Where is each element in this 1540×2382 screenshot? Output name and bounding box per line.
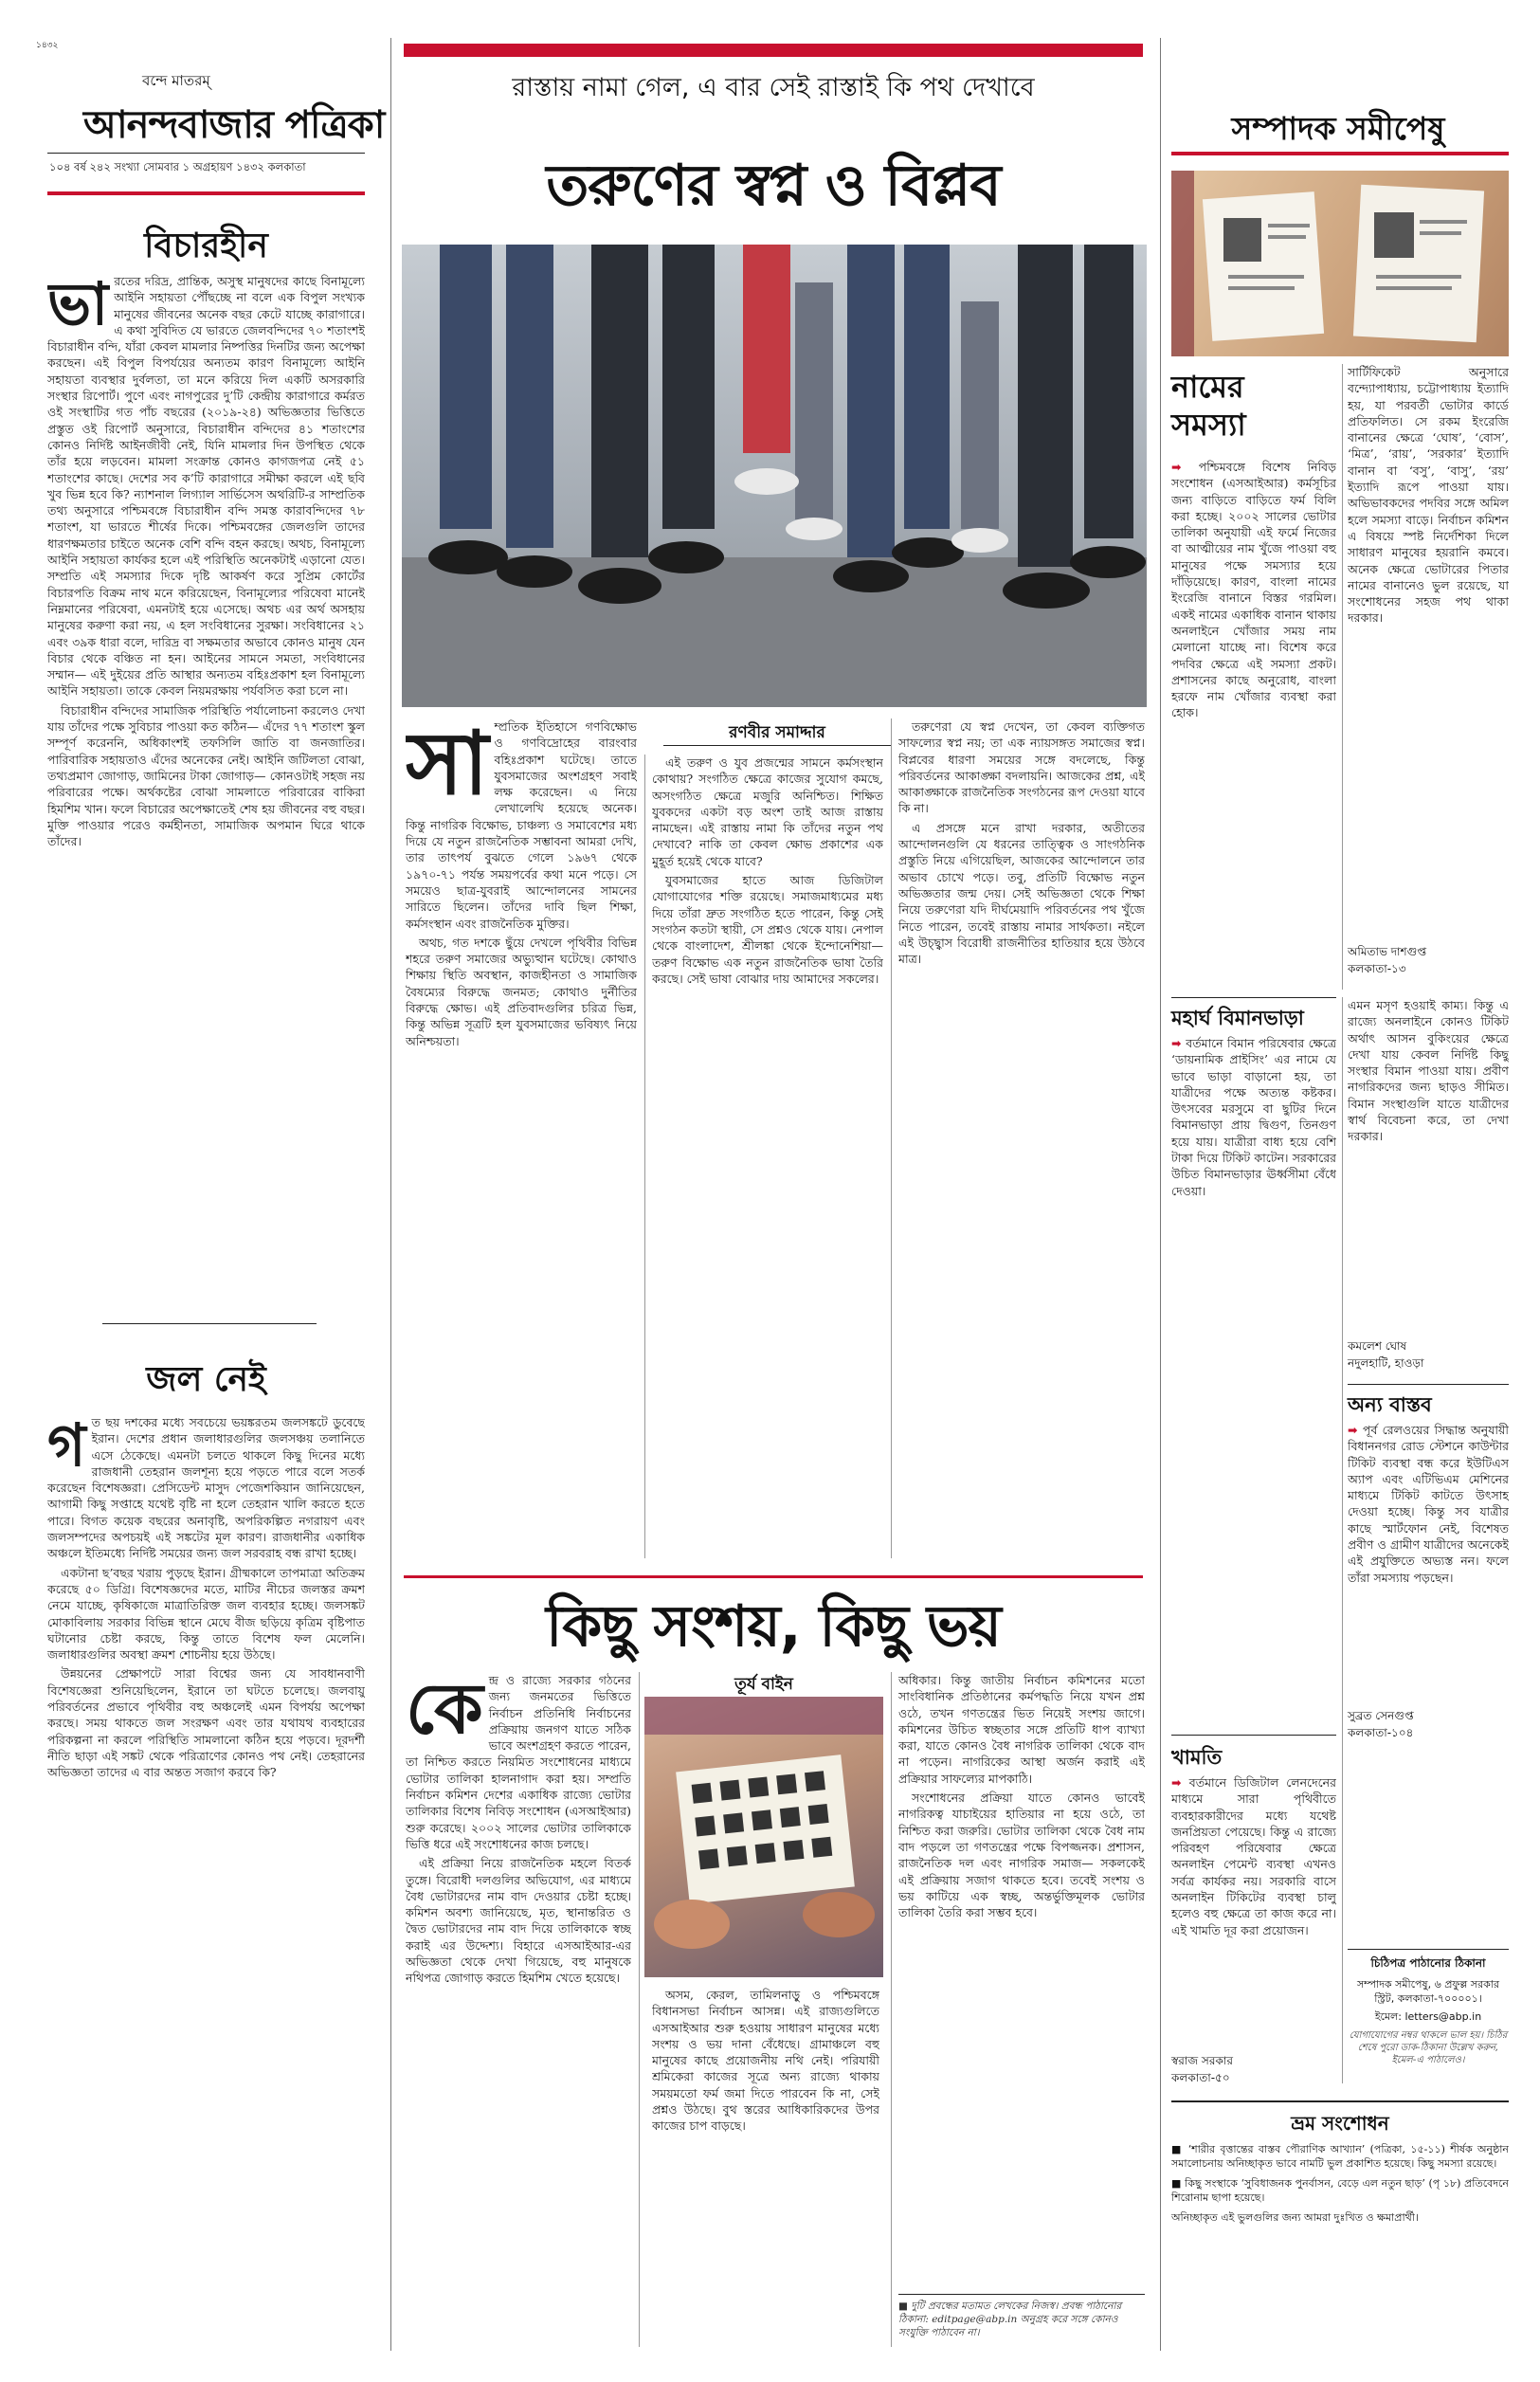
letter-2-para: এমন মসৃণ হওয়াই কাম্য। কিন্তু এ রাজ্যে অনলাইনে কোনও টিকিট অর্থাৎ আসন বুকিংয়ের ক্ষেত্রে দেখা যায় কেবল নির্দিষ্ট কিছু সংস্থার বিমান পাওয়া যায়। প্রবীণ নাগরিকদের জন্য ছাড়ও সীমিত। বিমান সংস্থাগুলি যাতে যাত্রীদের স্বার্থ বিবেচনা করে, তা দেখা দরকার। bbox=[1348, 998, 1509, 1144]
second-body-col-2 bbox=[652, 1987, 879, 2347]
letter-2-title: মহার্ঘ বিমানভাড়া bbox=[1171, 1007, 1304, 1029]
address-title: চিঠিপত্র পাঠানোর ঠিকানা bbox=[1370, 1956, 1486, 1970]
correction-item: অনিচ্ছাকৃত এই ভুলগুলির জন্য আমরা দুঃখিত ও ক্ষমাপ্রার্থী। bbox=[1171, 2211, 1419, 2224]
second-para: এই প্রক্রিয়া নিয়ে রাজনৈতিক মহলে বিতর্ক তুঙ্গে। বিরোধী দলগুলির অভিযোগ, এর মাধ্যমে বৈধ ভোটারদের নাম বাদ দেওয়ার চেষ্টা হচ্ছে। কমিশন অবশ্য জানিয়েছে, মৃত, স্থানান্তরিত ও দ্বৈত ভোটারদের নাম বাদ দিয়ে তালিকাকে স্বচ্ছ করাই এর উদ্দেশ্য। বিহারে এসআইআর-এর অভিজ্ঞতা থেকে দেখা গিয়েছে, বহু মানুষকে নথিপত্র জোগাড় করতে হিমশিম খেতে হয়েছে। bbox=[406, 1856, 631, 1986]
second-headline: কিছু সংশয়, কিছু ভয় bbox=[546, 1593, 1001, 1660]
masthead-slogan: বন্দে মাতরম্‌ bbox=[142, 72, 210, 89]
letter-1-para: সার্টিফিকেট অনুসারে বন্দ্যোপাধ্যায়, চট্টোপাধ্যায় ইত্যাদি হয়, যা পরবর্তী ভোটার কার্ডে প্রতিফলিত। সে রকম ইংরেজি বানানের ক্ষেত্রে ‘ঘোষ’, ‘বোস’, ‘মিত্র’, ‘রায়’, ‘সরকার’ ইত্যাদি বানান বা ‘বসু’, ‘বাসু’, ‘রয়’ ইত্যাদি রূপে পাওয়া যায়। অভিভাবকদের পদবির সঙ্গে অমিল হলে সমস্যা বাড়ে। নির্বাচন কমিশন এ বিষয়ে স্পষ্ট নির্দেশিকা দিলে সাধারণ মানুষের হয়রানি কমবে। অনেক ক্ষেত্রে ভোটারের পিতার নামের বানানেও ভুল রয়েছে, যা সংশোধনের সহজ পথ থাকা দরকার। bbox=[1348, 365, 1509, 626]
letter-4-place: কলকাতা-৫০ bbox=[1171, 2071, 1230, 2084]
letter-2-body-cont bbox=[1348, 997, 1509, 1329]
letter-4-body bbox=[1171, 1774, 1336, 2049]
lead-dropcap: সা bbox=[406, 718, 489, 814]
letter-3-title: অন্য বাস্তব bbox=[1348, 1393, 1432, 1416]
arrow-icon: ➡ bbox=[1171, 1775, 1189, 1790]
letter-3-place: কলকাতা-১০৪ bbox=[1348, 1726, 1414, 1739]
address-email[interactable]: ইমেল: letters@abp.in bbox=[1374, 2010, 1482, 2023]
second-para: অসম, কেরল, তামিলনাড়ু ও পশ্চিমবঙ্গে বিধানসভা নির্বাচন আসন্ন। এই রাজ্যগুলিতে এসআইআর শুরু হওয়ায় সাধারণ মানুষের মধ্যে সংশয় ও ভয় দানা বেঁধেছে। গ্রামাঞ্চলে বহু মানুষের কাছে প্রয়োজনীয় নথি নেই। পরিযায়ী শ্রমিকেরা কাজের সূত্রে অন্য রাজ্যে থাকায় সময়মতো ফর্ম জমা দিতে পারবেন কি না, সেই প্রশ্নও উঠছে। বুথ স্তরের আধিকারিকদের উপর কাজের চাপ বাড়ছে। bbox=[652, 1988, 879, 2134]
letters-address-box bbox=[1348, 1949, 1509, 2091]
arrow-icon: ➡ bbox=[1171, 1036, 1187, 1050]
lead-body-col-1 bbox=[406, 718, 637, 1558]
editorial-1-body bbox=[47, 273, 365, 1297]
letter-3-para: ➡ পূর্ব রেলওয়ের সিদ্ধান্ত অনুযায়ী বিধাননগর রোড স্টেশনে কাউন্টার টিকিট ব্যবস্থা বন্ধ করে ইউটিএস অ্যাপ এবং এটিভিএম মেশিনের মাধ্যমে টিকিট কাটতে উৎসাহ দেওয়া হচ্ছে। কিন্তু সব যাত্রীর কাছে স্মার্টফোন নেই, বিশেষত প্রবীণ ও গ্রামীণ যাত্রীদের অনেকেই এই প্রযুক্তিতে অভ্যস্ত নন। ফলে তাঁরা সমস্যায় পড়ছেন। bbox=[1348, 1423, 1509, 1585]
editorial-2-dropcap: গ bbox=[47, 1414, 86, 1480]
letter-2-sign: কমলেশ ঘোষ bbox=[1348, 1339, 1407, 1353]
second-para: ন্দ্র ও রাজ্যে সরকার গঠনের জন্য জনমতের ভিত্তিতে নির্বাচন প্রতিনিধি নির্বাচনের প্রক্রিয়ায় জনগণ যাতে সঠিক ভাবে অংশগ্রহণ করতে পারেন, তা নিশ্চিত করতে নিয়মিত সংশোধনের মাধ্যমে ভোটার তালিকা হালনাগাদ করা হয়। সম্প্রতি নির্বাচন কমিশন দেশের একাধিক রাজ্যে ভোটার তালিকার বিশেষ নিবিড় সংশোধন (এসআইআর) শুরু করেছে। ২০০২ সালের ভোটার তালিকাকে ভিত্তি ধরে এই সংশোধনের কাজ চলছে। bbox=[406, 1673, 631, 1851]
editorial-1-dropcap: ভা bbox=[47, 273, 109, 338]
letter-1-title: নামের সমস্যা bbox=[1171, 369, 1246, 443]
voter-list-illustration bbox=[644, 1697, 883, 1977]
lead-body-col-2 bbox=[652, 755, 883, 1558]
address-note: যোগাযোগের নম্বর থাকলে ভাল হয়। চিঠির শেষে পুরো ডাক-ঠিকানা উল্লেখ করুন, ইমেল-এ পাঠালেও। bbox=[1349, 2030, 1508, 2065]
letters-section-title: সম্পাদক সমীপেষু bbox=[1231, 110, 1445, 147]
second-para: অধিকার। কিন্তু জাতীয় নির্বাচন কমিশনের মতো সাংবিধানিক প্রতিষ্ঠানের কর্মপদ্ধতি নিয়ে যখন প্রশ্ন ওঠে, তখন গণতন্ত্রের ভিত নিয়েই সংশয় জাগে। কমিশনের উচিত স্বচ্ছতার সঙ্গে প্রতিটি ধাপ ব্যাখ্যা করা, যাতে কোনও বৈধ নাগরিক তালিকা থেকে বাদ না পড়েন। নাগরিকের আস্থা অর্জন করাই এই প্রক্রিয়ার সাফল্যের মাপকাঠি। bbox=[898, 1673, 1145, 1786]
editorial-2-para: একটানা ছ’বছর খরায় পুড়ছে ইরান। গ্রীষ্মকালে তাপমাত্রা অতিক্রম করেছে ৫০ ডিগ্রি। বিশেষজ্ঞদের মতে, মাটির নীচের জলস্তর ক্রমশ নেমে যাচ্ছে, কৃষিকাজে মাত্রাতিরিক্ত জল ব্যবহার হচ্ছে। জলসঙ্কট মোকাবিলায় সরকার বিভিন্ন স্থানে মেঘে বীজ ছড়িয়ে কৃত্রিম বৃষ্টিপাত ঘটানোর চেষ্টা করছে, কিন্তু তাতে বিশেষ ফল মেলেনি। জলাধারগুলির অবস্থা ক্রমশ শোচনীয় হয়ে উঠছে। bbox=[47, 1565, 365, 1663]
letter-1-body bbox=[1171, 459, 1336, 988]
protest-crowd-photo bbox=[402, 245, 1147, 707]
editorial-2-para: উন্নয়নের প্রেক্ষাপটে সারা বিশ্বের জন্য যে সাবধানবাণী বিশেষজ্ঞেরা শুনিয়েছিলেন, ইরানে তা ঘটতে চলেছে। জলবায়ু পরিবর্তনের প্রভাবে পৃথিবীর বহু অঞ্চলেই এমন বিপর্যয় অপেক্ষা করছে। সময় থাকতে জল সংরক্ষণ এবং তার যথাযথ ব্যবহারের পরিকল্পনা না করলে পরিস্থিতি সামলানো কঠিন হয়ে পড়বে। দূরদর্শী নীতি ছাড়া এই সঙ্কট থেকে পরিত্রাণের কোনও পথ নেই। তেহরানের অভিজ্ঞতা তাদের এ বার অন্তত সজাগ করবে কি? bbox=[47, 1666, 365, 1780]
lead-para: তরুণেরা যে স্বপ্ন দেখেন, তা কেবল ব্যক্তিগত সাফল্যের স্বপ্ন নয়; তা এক ন্যায়সঙ্গত সমাজের স্বপ্ন। বিপ্লবের ধারণা সময়ের সঙ্গে বদলেছে, কিন্তু পরিবর্তনের আকাঙ্ক্ষা বদলায়নি। আজকের প্রশ্ন, এই আকাঙ্ক্ষাকে রাজনৈতিক সংগঠনের রূপ দেওয়া যাবে কি না। bbox=[898, 719, 1145, 816]
correction-item: ■ ‘শারীর বৃত্তান্তের বাস্তব পৌরাণিক আখ্যান’ (পত্রিকা, ১৫-১১) শীর্ষক অনুষ্ঠান সমালোচনায় অনিচ্ছাকৃত ভাবে নামটি ভুল প্রকাশিত হয়েছে। কিছু সমস্যা রয়েছে। bbox=[1171, 2143, 1509, 2170]
lead-para: এ প্রসঙ্গে মনে রাখা দরকার, অতীতের আন্দোলনগুলি যে ধরনের তাত্ত্বিক ও সাংগঠনিক প্রস্তুতি নিয়ে এগিয়েছিল, আজকের আন্দোলনে তার অভাব চোখে পড়ে। তবু, প্রতিটি বিক্ষোভ নতুন অভিজ্ঞতার জন্ম দেয়। সেই অভিজ্ঞতা থেকে শিক্ষা নিয়ে তরুণেরা যদি দীর্ঘমেয়াদি পরিবর্তনের পথ খুঁজে নিতে পারেন, তবেই রাস্তায় নামার সার্থকতা। নইলে এই উচ্ছ্বাস বিরোধী রাজনীতির হাতিয়ার হয়ে উঠবে মাত্র। bbox=[898, 820, 1145, 967]
lead-para: অথচ, গত দশকে ছুঁয়ে দেখলে পৃথিবীর বিভিন্ন শহরে তরুণ সমাজের অভ্যুত্থান ঘটেছে। কোথাও শিক্ষায় স্থিতি অবস্থান, কাজহীনতা ও সামাজিক বৈষম্যের বিরুদ্ধে জনমত; কোথাও দুর্নীতির বিরুদ্ধে ক্ষোভ। এই প্রতিবাদগুলির চরিত্র ভিন্ন, কিন্তু অভিন্ন সূত্রটি হল যুবসমাজের ভবিষ্যৎ নিয়ে অনিশ্চয়তা। bbox=[406, 935, 637, 1048]
lead-body-col-3 bbox=[898, 718, 1145, 1558]
letter-2-body bbox=[1171, 1035, 1336, 1393]
corrections-list bbox=[1171, 2142, 1509, 2225]
corrections-title: ভ্রম সংশোধন bbox=[1291, 2112, 1389, 2135]
editorial-1-para: বিচারাধীন বন্দিদের সামাজিক পরিস্থিতি পর্যালোচনা করলেও দেখা যায় তাঁদের পক্ষে সুবিচার পাওয়া কত কঠিন— এঁদের ৭৭ শতাংশ স্কুল সম্পূর্ণ করেননি, অধিকাংশই তফসিলি জাতি বা জনজাতির। পারিবারিক সহায়তাও এঁদের অনেকের নেই। আইনি জটিলতা বোঝা, তথ্যপ্রমাণ জোগাড়, জামিনের টাকা জোগাড়— কোনওটাই সহজ নয় পরিবারের পক্ষে। অর্থকষ্টের বোঝা সামলাতে পরিবারের বাকিরা হিমশিম খান। ফলে বিচারের অপেক্ষাতেই শেষ হয় জীবনের বহু বছর। মুক্তি পাওয়ার পরেও কর্মহীনতা, সামাজিক অপমান ঘিরে থাকে তাঁদের। bbox=[47, 702, 365, 849]
arrow-icon: ➡ bbox=[1171, 460, 1199, 474]
crowd-legs-illustration bbox=[402, 245, 1147, 707]
letter-1-place: কলকাতা-১৩ bbox=[1348, 962, 1406, 975]
second-dropcap: কে bbox=[406, 1672, 483, 1750]
letter-2-para: ➡ বর্তমানে বিমান পরিষেবার ক্ষেত্রে ‘ডায়নামিক প্রাইসিং’ এর নামে যে ভাবে ভাড়া বাড়ানো হয়, তা যাত্রীদের পক্ষে অত্যন্ত কষ্টকর। উৎসবের মরসুমে বা ছুটির দিনে বিমানভাড়া প্রায় দ্বিগুণ, তিনগুণ হয়ে যায়। যাত্রীরা বাধ্য হয়ে বেশি টাকা দিয়ে টিকিট কাটেন। সরকারের উচিত বিমানভাড়ার ঊর্ধ্বসীমা বেঁধে দেওয়া। bbox=[1171, 1036, 1336, 1198]
second-body-col-3 bbox=[898, 1672, 1145, 2252]
lead-headline: তরুণের স্বপ্ন ও বিপ্লব bbox=[546, 153, 1001, 219]
letter-1-sign: অমিতাভ দাশগুপ্ত bbox=[1348, 945, 1427, 958]
masthead-issue: ১০৪ বর্ষ ২৪২ সংখ্যা সোমবার ১ অগ্রহায়ণ ১৪৩২ কলকাতা bbox=[49, 160, 306, 173]
second-body-col-1 bbox=[406, 1672, 631, 2347]
correction-item: ■ কিছু সংস্থাকে ‘সুবিধাজনক পুনর্বাসন, বেড়ে এল নতুন ছাড়’ (পৃ ১৮) প্রতিবেদনে শিরোনাম ছাপা হয়েছে। bbox=[1171, 2177, 1509, 2204]
letter-4-title: খামতি bbox=[1171, 1746, 1223, 1769]
lead-para: এই তরুণ ও যুব প্রজন্মের সামনে কর্মসংস্থান কোথায়? সংগঠিত ক্ষেত্রে কাজের সুযোগ কমছে, অসংগঠিত ক্ষেত্রে মজুরি অনিশ্চিত। শিক্ষিত যুবকদের একটা বড় অংশ তাই আজ রাস্তায় নামছেন। এই রাস্তায় নামা কি তাঁদের নতুন পথ দেখাবে? নাকি তা কেবল ক্ষোভ প্রকাশের এক মুহূর্ত হয়েই থেকে যাবে? bbox=[652, 755, 883, 868]
editorial-2-body bbox=[47, 1414, 365, 2343]
editorial-1-para: রতের দরিদ্র, প্রান্তিক, অসুস্থ মানুষদের কাছে বিনামূল্যে আইনি সহায়তা পৌঁছচ্ছে না বলে এক বিপুল সংখ্যক মানুষের জীবনের অনেক বছর কেটে যাচ্ছে কারাগারে। এ কথা সুবিদিত যে ভারতে জেলবন্দিদের ৭০ শতাংশই বিচারাধীন বন্দি, যাঁরা কেবল মামলার নিষ্পত্তির দিনটির জন্য অপেক্ষা করছেন। এই বিপুল বিপর্যয়ের অন্যতম কারণ বিনামূল্যে আইনি সহায়তা ব্যবস্থার দুর্বলতা, তা মনে করিয়ে দিল একটি অসরকারি সংস্থার রিপোর্ট। পুণে এবং নাগপুরের দু’টি কেন্দ্রীয় কারাগারে কর্মরত ওই সংস্থাটির গত পাঁচ বছরের (২০১৯-২৪) অভিজ্ঞতার ভিত্তিতে প্রস্তুত ওই রিপোর্ট অনুসারে, বিচারাধীন বন্দিদের ৪১ শতাংশের কোনও নির্দিষ্ট আইনজীবী নেই, যিনি মামলার দিন উপস্থিত থেকে তাঁর হয়ে লড়বেন। মামলা সংক্রান্ত কোনও কাগজপত্র নেই ৫১ শতাংশের কাছে। দেশের সব ক’টি কারাগারে সমীক্ষা করলে এই ছবি খুব ভিন্ন হবে কি? ন্যাশনাল লিগ্যাল সার্ভিসেস অথরিটি-র সাম্প্রতিক তথ্য অনুসারে পশ্চিমবঙ্গে বিচারাধীন বন্দি সমস্ত কারাবন্দিদের ৭৮ শতাংশ, যা ভারতে শীর্ষের দিকে। পশ্চিমবঙ্গের জেলগুলি তাদের ধারণক্ষমতার চাইতে অনেক বেশি বন্দি বহন করছে। অথচ, বিনামূল্যে আইনি সহায়তা কার্যকর হলে এই পরিস্থিতি অনেকটাই এড়ানো যেত। সম্প্রতি এই সমস্যার দিকে দৃষ্টি আকর্ষণ করে সুপ্রিম কোর্টের বিচারপতি বিক্রম নাথ মনে করিয়েছেন, বিনামূল্যের পরিষেবা মানেই নিম্নমানের পরিষেবা, এমনটাই হয়ে এসেছে। অথচ এর অর্থ অসহায় মানুষের করুণা করা নয়, এ হল সংবিধানের সুরক্ষা। সংবিধানের ২১ এবং ৩৯ক ধারা বলে, দারিদ্র বা সক্ষমতার অভাবে কোনও মানুষ যেন বিচার থেকে বঞ্চিত না হন। আইনের সামনে সমতা, সংবিধানের সম্মান— এই দুইয়ের প্রতি আস্থার অন্যতম বহিঃপ্রকাশ হল বিনামূল্যে আইনি সহায়তা। তাকে কেবল নিয়মরক্ষায় পর্যবসিত করা চলে না। bbox=[47, 274, 365, 699]
letter-3-body bbox=[1348, 1422, 1509, 1699]
masthead-title: আনন্দবাজার পত্রিকা bbox=[83, 103, 385, 147]
letter-2-place: নদুলহাটি, হাওড়া bbox=[1348, 1356, 1424, 1370]
arrow-icon: ➡ bbox=[1348, 1423, 1364, 1437]
lead-kicker: রাস্তায় নামা গেল, এ বার সেই রাস্তাই কি পথ দেখাবে bbox=[512, 73, 1035, 102]
letter-3-sign: সুব্রত সেনগুপ্ত bbox=[1348, 1709, 1414, 1722]
editorial-1-title: বিচারহীন bbox=[144, 227, 268, 265]
lead-para: যুবসমাজের হাতে আজ ডিজিটাল যোগাযোগের শক্তি রয়েছে। সমাজমাধ্যমের মধ্য দিয়ে তাঁরা দ্রুত সংগঠিত হতে পারেন, কিন্তু সেই সংগঠন কতটা স্থায়ী, সে প্রশ্নও থেকে যায়। নেপাল থেকে বাংলাদেশ, শ্রীলঙ্কা থেকে ইন্দোনেশিয়া— তরুণ বিক্ষোভ এক নতুন রাজনৈতিক ভাষা তৈরি করছে। সেই ভাষা বোঝার দায় আমাদের সকলের। bbox=[652, 873, 883, 986]
second-note: ■ দুটি প্রবন্ধের মতামত লেখকের নিজস্ব। প্রবন্ধ পাঠানোর ঠিকানা: editpage@abp.in অনুগ্রহ করে সঙ্গে কোনও সংযুক্তি পাঠাবেন না। bbox=[898, 2300, 1122, 2338]
letter-4-sign: স্বরাজ সরকার bbox=[1171, 2054, 1233, 2067]
voter-form-photo bbox=[644, 1697, 883, 1977]
page-mark: ১৪৩২ bbox=[36, 41, 59, 50]
editorial-2-title: জল নেই bbox=[146, 1360, 266, 1399]
lead-para: ম্প্রতিক ইতিহাসে গণবিক্ষোভ ও গণবিদ্রোহের বারংবার বহিঃপ্রকাশ ঘটেছে। তাতে যুবসমাজের অংশগ্রহণ সবাই লক্ষ করেছেন। এ নিয়ে লেখালেখি হয়েছে অনেক। কিন্তু নাগরিক বিক্ষোভ, চাঞ্চল্য ও সমাবেশের মধ্য দিয়ে যে নতুন রাজনৈতিক সম্ভাবনা আমরা দেখি, তার তাৎপর্য বুঝতে গেলে ১৯৬৭ থেকে ১৯৭০-৭১ পর্যন্ত সময়পর্বের কথা মনে পড়ে। সে সময়েও ছাত্র-যুবরাই আন্দোলনের সামনের সারিতে ছিলেন। তাঁদের দাবি ছিল শিক্ষা, কর্মসংস্থান এবং রাজনৈতিক মুক্তির। bbox=[406, 719, 637, 931]
lead-byline: রণবীর সমাদ্দার bbox=[729, 723, 825, 742]
letter-4-para: ➡ বর্তমানে ডিজিটাল লেনদেনের মাধ্যমে সারা পৃথিবীতে ব্যবহারকারীদের মধ্যে যথেষ্ট জনপ্রিয়তা পেয়েছে। কিন্তু এ রাজ্যে পরিবহণ পরিষেবার ক্ষেত্রে অনলাইন পেমেন্ট ব্যবস্থা এখনও সর্বত্র কার্যকর নয়। সরকারি বাসে অনলাইন টিকিটের ব্যবস্থা চালু হলেও বহু ক্ষেত্রে তা কাজ করে না। এই খামতি দূর করা প্রয়োজন। bbox=[1171, 1775, 1336, 1937]
address-lines: সম্পাদক সমীপেষু, ৬ প্রফুল্ল সরকার স্ট্রিট, কলকাতা-৭০০০০১। bbox=[1356, 1978, 1500, 2005]
letter-1-para: ➡ পশ্চিমবঙ্গে বিশেষ নিবিড় সংশোধন (এসআইআর) কর্মসূচির জন্য বাড়িতে বাড়িতে ফর্ম বিলি করা হচ্ছে। ২০০২ সালের ভোটার তালিকা অনুযায়ী এই ফর্মে নিজের বা আত্মীয়ের নাম খুঁজে পাওয়া বহু মানুষের পক্ষে সমস্যার হয়ে দাঁড়িয়েছে। কারণ, বাংলা নামের ইংরেজি বানানে বিস্তর গরমিল। একই নামের একাধিক বানান থাকায় অনলাইনে খোঁজার সময় নাম মেলানো যাচ্ছে না। বিশেষ করে পদবির ক্ষেত্রে এই সমস্যা প্রকট। প্রশাসনের কাছে অনুরোধ, বাংলা হরফে নাম খোঁজার ব্যবস্থা করা হোক। bbox=[1171, 460, 1336, 720]
second-para: সংশোধনের প্রক্রিয়া যাতে কোনও ভাবেই নাগরিকত্ব যাচাইয়ের হাতিয়ার না হয়ে ওঠে, তা নিশ্চিত করা জরুরি। ভোটার তালিকা থেকে বৈধ নাম বাদ পড়লে তা গণতন্ত্রের পক্ষে বিপজ্জনক। প্রশাসন, রাজনৈতিক দল এবং নাগরিক সমাজ— সকলকেই এই প্রক্রিয়ায় সজাগ থাকতে হবে। তবেই সংশয় ও ভয় কাটিয়ে এক স্বচ্ছ, অন্তর্ভুক্তিমূলক ভোটার তালিকা তৈরি করা সম্ভব হবে। bbox=[898, 1791, 1145, 1920]
voter-card-photo bbox=[1171, 171, 1509, 356]
editorial-2-para: ত ছয় দশকের মধ্যে সবচেয়ে ভয়ঙ্করতম জলসঙ্কটে ডুবেছে ইরান। দেশের প্রধান জলাধারগুলির জলসঞ্চয় তলানিতে এসে ঠেকেছে। এমনটা চলতে থাকলে কিছু দিনের মধ্যে রাজধানী তেহরান জলশূন্য হয়ে পড়তে পারে বলে সতর্ক করেছেন বিশেষজ্ঞরা। প্রেসিডেন্ট মাসুদ পেজেশকিয়ান জানিয়েছেন, আগামী কিছু সপ্তাহে যথেষ্ট বৃষ্টি না হলে তেহরান খালি করতে হতে পারে। বিগত কয়েক বছরের অনাবৃষ্টি, অপরিকল্পিত নগরায়ণ এবং জলসম্পদের অপচয়ই এই সঙ্কটের মূল কারণ। রাজধানীর একাধিক অঞ্চলে ইতিমধ্যে নির্দিষ্ট সময়ের জন্য জল সরবরাহ বন্ধ রাখা হচ্ছে। bbox=[47, 1415, 365, 1561]
voter-id-cards-illustration bbox=[1171, 171, 1509, 356]
letter-1-body-cont bbox=[1348, 364, 1509, 933]
second-byline: তূর্য বাইন bbox=[734, 1675, 793, 1694]
